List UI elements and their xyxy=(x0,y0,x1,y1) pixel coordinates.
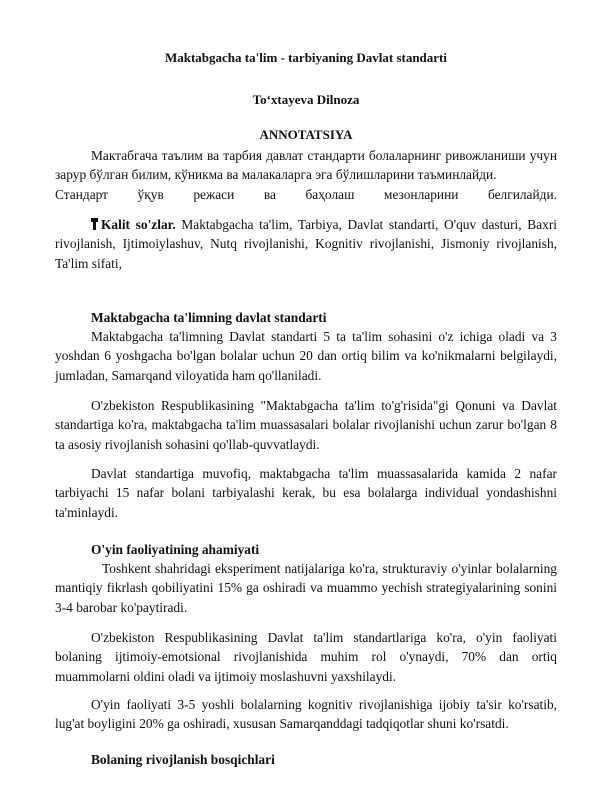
section1-paragraph-1: Maktabgacha ta'limning Davlat standarti 5 ta ta'lim sohasini o'z ichiga oladi va 3 yoshdan 6 yoshgacha bo'lgan bolalar uchun 20 dan ortiq bilim va ko'nikmalarni belgilaydi, jumladan, Samarqand viloyatida ham qo'llaniladi. xyxy=(55,329,557,383)
paper-title: Maktabgacha ta'lim - tarbiyaning Davlat standarti xyxy=(164,50,448,65)
keywords-text: Maktabgacha ta'lim, Tarbiya, Davlat standarti, O'quv dasturi, Baxri rivojlanish, Ijtimoiylashuv, Nutq rivojlanishi, Kognitiv rivojlanishi, Jismoniy rivojlanish, Ta'lim sifati, xyxy=(55,217,558,271)
keywords-label: Kalit so'zlar. xyxy=(101,217,176,232)
annotation-heading-text: ANNOTATSIYA xyxy=(259,127,353,142)
section1-paragraph-2: O'zbekiston Respublikasining "Maktabgacha ta'lim to'g'risida"gi Qonuni va Davlat standartiga ko'ra, maktabgacha ta'lim muassasalari bolalar rivojlanishi uchun zarur bo'lgan 8 ta asosiy rivojlanish sohasini qo'llab-quvvatlaydi. xyxy=(55,398,557,452)
section2-paragraph-3: O'yin faoliyati 3-5 yoshli bolalarning kognitiv rivojlanishiga ijobiy ta'sir ko'rsatib, lug'at boyligini 20% ga oshiradi, xususan Samarqanddagi tadqiqotlar shuni ko'rsatdi. xyxy=(55,697,557,732)
key-icon xyxy=(91,218,98,230)
section2-paragraph-1: Toshkent shahridagi eksperiment natijalariga ko'ra, strukturaviy o'yinlar bolalarning mantiqiy fikrlash qobiliyatini 15% ga oshiradi va muammo yechish strategiyalarining sonini 3-4 barobar ko'paytiradi. xyxy=(55,561,557,615)
author-name: To‘xtayeva Dilnoza xyxy=(252,92,360,107)
section1-paragraph-3: Davlat standartiga muvofiq, maktabgacha ta'lim muassasalarida kamida 2 nafar tarbiyachi 15 nafar bolani tarbiyalashi kerak, bu esa bolalarga individual yondashishni ta'minlaydi. xyxy=(55,466,557,520)
section2-paragraph-2: O'zbekiston Respublikasining Davlat ta'lim standartlariga ko'ra, o'yin faoliyati bolaning ijtimoiy-emotsional rivojlanishida muhim rol o'ynaydi, 70% dan ortiq muammolarni oldini oladi va ijtimoiy moslashuvni yaxshilaydi. xyxy=(55,630,557,684)
annotation-text-line2: Стандарт ўқув режаси ва баҳолаш мезонларини белгилайди. xyxy=(55,186,557,202)
section-heading-standard: Maktabgacha ta'limning davlat standarti xyxy=(91,310,327,325)
annotation-text-line1: Мактабгача таълим ва тарбия давлат стандарти болаларнинг ривожланиши учун зарур бўлган билим, кўникма ва малакаларга эга бўлишларини таъминлайди. xyxy=(55,148,557,183)
section-heading-play: O'yin faoliyatining ahamiyati xyxy=(91,542,260,557)
annotation-heading xyxy=(0,127,612,143)
keywords-paragraph xyxy=(55,215,557,273)
annotation-text xyxy=(55,146,557,204)
section-heading-stages: Bolaning rivojlanish bosqichlari xyxy=(91,752,275,767)
